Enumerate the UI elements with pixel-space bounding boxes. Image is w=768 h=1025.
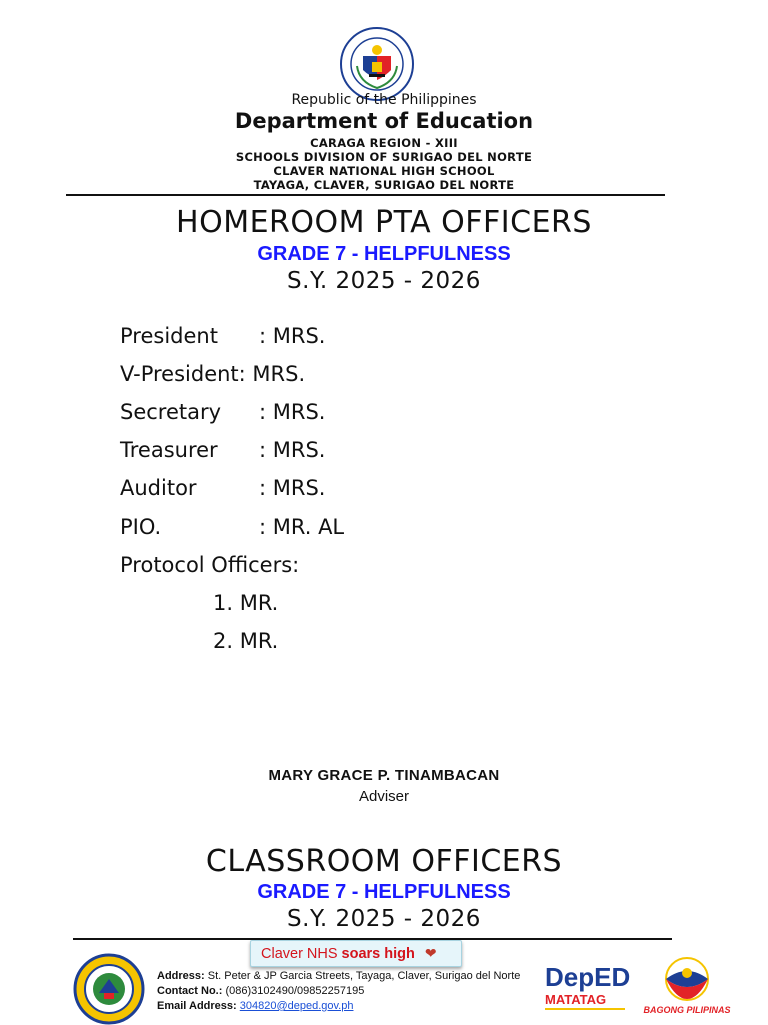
protocol-officer-1: 1. MR. (213, 591, 279, 615)
matatag-logo-text: MATATAG (545, 992, 607, 1007)
claver-nhs-seal-logo (73, 953, 145, 1025)
officer-row-pio (120, 515, 344, 539)
officer-name: : MRS. (238, 362, 306, 386)
grade-section-label: GRADE 7 - HELPFULNESS (257, 243, 511, 265)
location-line: TAYAGA, CLAVER, SURIGAO DEL NORTE (253, 178, 515, 192)
region-line: CARAGA REGION - XIII (310, 136, 458, 150)
footer-email (157, 999, 353, 1013)
adviser-role: Adviser (358, 788, 410, 805)
protocol-officers-label: Protocol Officers: (120, 553, 300, 577)
officer-role: Treasurer (120, 438, 218, 462)
officer-name: : MRS. (259, 476, 326, 500)
officer-role: PIO. (120, 515, 162, 539)
deped-logo-text: DepED (545, 962, 631, 992)
officer-row-vice-president (120, 362, 305, 386)
officer-name: : MRS. (259, 324, 326, 348)
division-line: SCHOOLS DIVISION OF SURIGAO DEL NORTE (235, 150, 533, 164)
tagline-text: Claver NHS (261, 945, 338, 962)
adviser-name: MARY GRACE P. TINAMBACAN (268, 767, 500, 784)
email-link[interactable]: 304820@deped.gov.ph (239, 1000, 354, 1012)
bagong-pilipinas-text: BAGONG PILIPINAS (643, 1005, 731, 1015)
officer-row-secretary (120, 400, 325, 424)
school-year-label-2: S.Y. 2025 - 2026 (287, 906, 481, 932)
homeroom-pta-title: HOMEROOM PTA OFFICERS (176, 205, 592, 240)
header-divider (66, 194, 665, 196)
heart-icon: ❤ (424, 945, 437, 961)
officer-role: Secretary (120, 400, 222, 424)
deped-matatag-logo (543, 958, 629, 1014)
officer-role: V-President (120, 362, 239, 386)
bagong-pilipinas-logo (643, 955, 731, 1017)
tagline-bold-text: soars high (341, 945, 415, 962)
email-label: Email Address: (157, 1000, 237, 1012)
school-year-label: S.Y. 2025 - 2026 (287, 268, 481, 294)
deped-seal-logo (339, 26, 415, 102)
department-title: Department of Education (234, 109, 534, 133)
officer-role: Auditor (120, 476, 197, 500)
address-value: St. Peter & JP Garcia Streets, Tayaga, Claver, Surigao del Norte (207, 970, 521, 982)
officer-name: : MR. AL (259, 515, 345, 539)
classroom-officers-title: CLASSROOM OFFICERS (205, 844, 563, 879)
officer-row-auditor (120, 476, 325, 500)
address-label: Address: (157, 970, 205, 982)
contact-value: (086)3102490/09852257195 (225, 985, 365, 997)
grade-section-label-2: GRADE 7 - HELPFULNESS (257, 881, 511, 903)
contact-label: Contact No.: (157, 985, 223, 997)
officer-name: : MRS. (259, 400, 326, 424)
officer-row-president (120, 324, 325, 348)
officer-name: : MRS. (259, 438, 326, 462)
officer-role: President (120, 324, 218, 348)
school-line: CLAVER NATIONAL HIGH SCHOOL (273, 164, 495, 178)
protocol-officer-2: 2. MR. (213, 629, 279, 653)
footer-contact (157, 984, 364, 998)
footer-address (157, 969, 520, 983)
officer-row-treasurer (120, 438, 325, 462)
tagline-banner (250, 940, 462, 967)
republic-line: Republic of the Philippines (291, 92, 477, 108)
